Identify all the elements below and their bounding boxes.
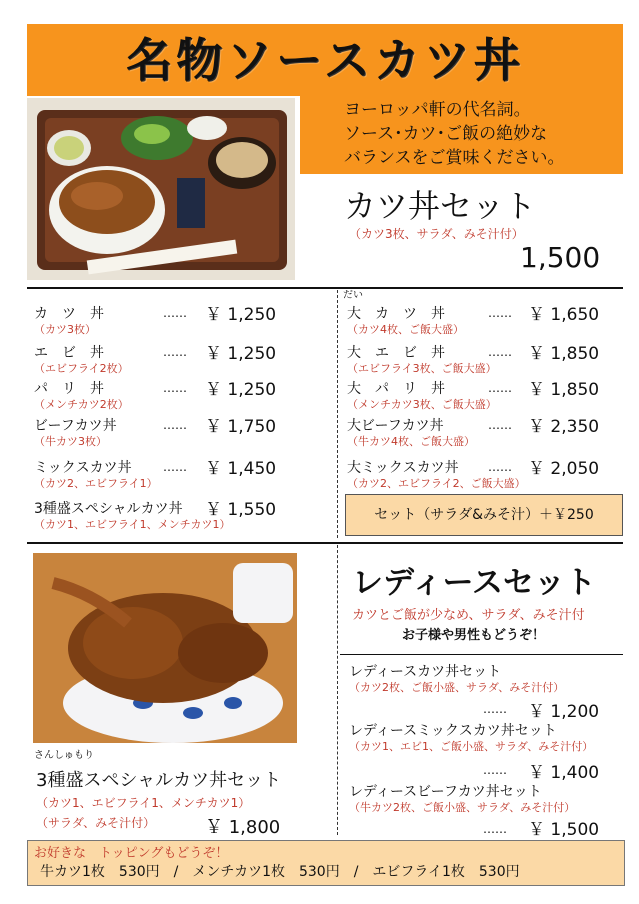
- leader-dots: ……: [488, 345, 512, 359]
- leader-dots: ……: [163, 381, 187, 395]
- divider-middle: [27, 542, 623, 544]
- leader-dots: ……: [488, 460, 512, 474]
- menu-item-dai-katsudon: 大 カ ツ 丼 （カツ4枚、ご飯大盛）: [347, 306, 464, 336]
- ladies-item-beefkatsudon: レディースビーフカツ丼セット （牛カツ2枚、ご飯小盛、サラダ、みそ汁付）: [349, 784, 576, 814]
- menu-price: ￥ 1,850: [528, 380, 600, 400]
- menu-price: ￥ 1,550: [205, 500, 277, 520]
- leader-dots: ……: [488, 418, 512, 432]
- menu-item-mixkatsudon: ミックスカツ丼 （カツ2、エビフライ1）: [34, 460, 158, 490]
- menu-price: ￥ 1,450: [205, 459, 277, 479]
- dai-furigana: だい: [343, 290, 363, 301]
- special-set-price: ￥ 1,800: [205, 817, 281, 838]
- featured-set-note: （カツ3枚、サラダ、みそ汁付）: [349, 227, 524, 241]
- menu-item-katsudon: カ ツ 丼 （カツ3枚）: [34, 306, 104, 336]
- ladies-divider: [340, 654, 623, 655]
- menu-price: ￥ 1,250: [205, 305, 277, 325]
- menu-price: ￥ 1,250: [205, 380, 277, 400]
- menu-price: ￥ 2,050: [528, 459, 600, 479]
- leader-dots: ……: [163, 418, 187, 432]
- ladies-title: レディースセット: [352, 565, 596, 601]
- menu-price: ￥ 1,750: [205, 417, 277, 437]
- menu-price: ￥ 1,650: [528, 305, 600, 325]
- ladies-item-mixkatsudon: レディースミックスカツ丼セット （カツ1、エビ1、ご飯小盛、サラダ、みそ汁付）: [349, 723, 594, 753]
- special-katsudon-photo: [33, 553, 297, 743]
- leader-dots: ……: [488, 381, 512, 395]
- ladies-subtitle-2: お子様や男性もどうぞ！: [402, 628, 546, 643]
- leader-dots: ……: [163, 345, 187, 359]
- menu-item-dai-mixkatsudon: 大ミックスカツ丼 （カツ2、エビフライ2、ご飯大盛）: [347, 460, 526, 490]
- leader-dots: ……: [483, 702, 507, 716]
- menu-item-3shu-special: 3種盛スペシャルカツ丼 （カツ1、エビフライ1、メンチカツ1）: [34, 501, 231, 531]
- tagline-line-1: ヨーロッパ軒の代名詞。: [344, 100, 531, 120]
- special-set-sub1: （カツ1、エビフライ1、メンチカツ1）: [36, 796, 251, 810]
- menu-item-paridon: パ リ 丼 （メンチカツ2枚）: [34, 381, 129, 411]
- ladies-subtitle: カツとご飯が少なめ、サラダ、みそ汁付: [352, 608, 585, 623]
- katsudon-set-photo: [27, 98, 295, 280]
- special-furigana: さんしゅもり: [34, 750, 94, 761]
- leader-dots: ……: [163, 460, 187, 474]
- featured-set-name: カツ丼セット: [344, 187, 537, 225]
- special-set-sub2: （サラダ、みそ汁付）: [36, 816, 156, 830]
- menu-item-beefkatsudon: ビーフカツ丼 （牛カツ3枚）: [34, 418, 117, 448]
- tagline: [344, 98, 565, 170]
- set-addon-box: セット（サラダ&みそ汁）＋￥250: [345, 494, 623, 536]
- menu-price: ￥ 1,200: [528, 702, 600, 722]
- leader-dots: ……: [483, 822, 507, 836]
- ladies-item-katsudon: レディースカツ丼セット （カツ2枚、ご飯小盛、サラダ、みそ汁付）: [349, 664, 565, 694]
- toppings-items: 牛カツ1枚 530円 / メンチカツ1枚 530円 / エビフライ1枚 530円: [40, 864, 520, 880]
- menu-item-ebidon: エ ビ 丼 （エビフライ2枚）: [34, 345, 129, 375]
- divider-vertical-bottom: [337, 545, 338, 835]
- featured-set-price: 1,500: [520, 241, 601, 274]
- menu-price: ￥ 1,850: [528, 344, 600, 364]
- leader-dots: ……: [163, 306, 187, 320]
- menu-item-dai-beefkatsudon: 大ビーフカツ丼 （牛カツ4枚、ご飯大盛）: [347, 418, 475, 448]
- menu-price: ￥ 1,500: [528, 820, 600, 840]
- menu-price: ￥ 1,250: [205, 344, 277, 364]
- menu-item-dai-paridon: 大 パ リ 丼 （メンチカツ3枚、ご飯大盛）: [347, 381, 497, 411]
- page-title: 名物ソースカツ丼: [126, 33, 524, 87]
- special-set-name: 3種盛スペシャルカツ丼セット: [36, 770, 282, 791]
- menu-item-dai-ebidon: 大 エ ビ 丼 （エビフライ3枚、ご飯大盛）: [347, 345, 497, 375]
- tagline-line-2: ソース･カツ･ご飯の絶妙な: [344, 124, 548, 144]
- menu-price: ￥ 1,400: [528, 763, 600, 783]
- divider-vertical-top: [337, 290, 338, 538]
- menu-price: ￥ 2,350: [528, 417, 600, 437]
- toppings-title: お好きな トッピングもどうぞ！: [34, 846, 229, 861]
- leader-dots: ……: [488, 306, 512, 320]
- divider-top: [27, 287, 623, 289]
- tagline-line-3: バランスをご賞味ください。: [344, 148, 565, 168]
- leader-dots: ……: [483, 763, 507, 777]
